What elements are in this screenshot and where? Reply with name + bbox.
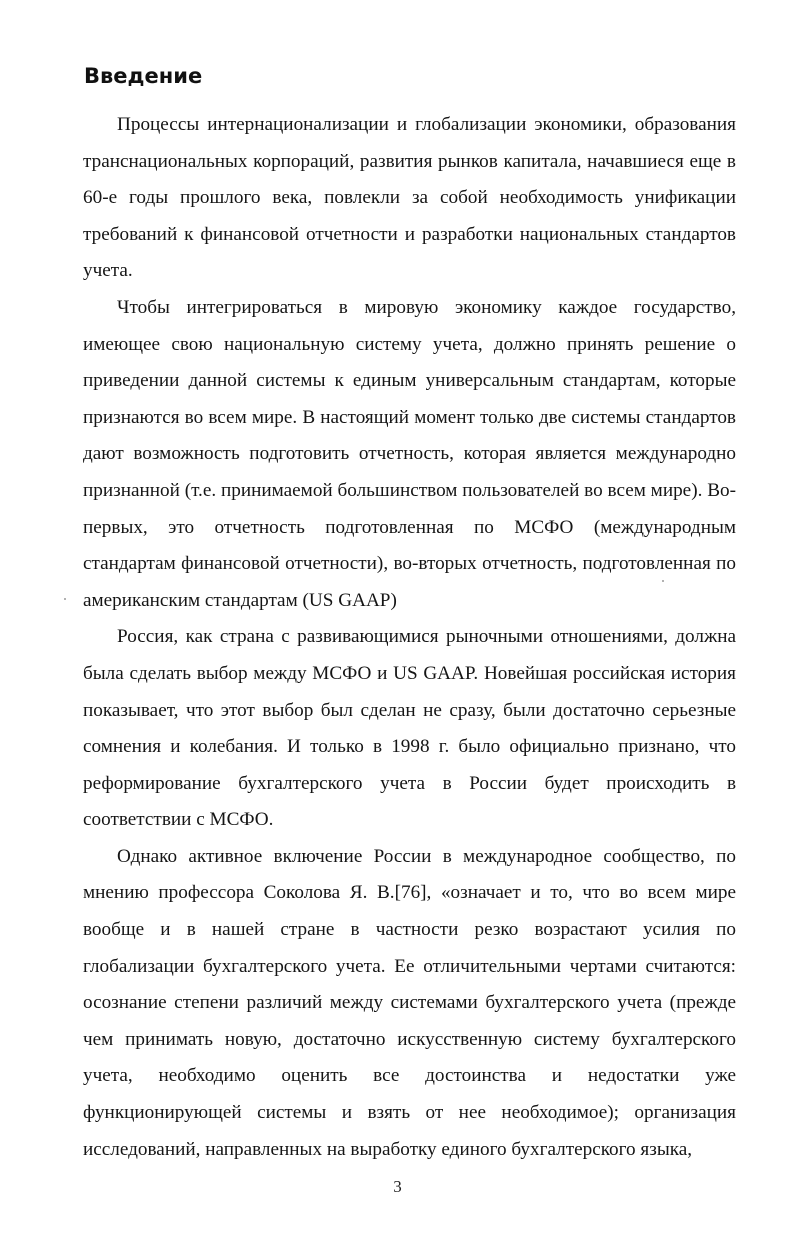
paragraph-4: Однако активное включение России в международное сообщество, по мнению профессора Соколова Я. В.[76], «означает и то, что во всем мире вообще и в нашей стране в частности резко возрастают усилия по глобализации бухгалтерского учета. Ее отличительными чертами считаются: осознание степени различий между системами бухгалтерского учета (прежде чем принимать новую, достаточно искусственную систему бухгалтерского учета, необходимо оценить все достоинства и недостатки уже функционирующей системы и взять от нее необходимое); организация исследований, направленных на выработку единого бухгалтерского языка, <box>83 845 736 1160</box>
paragraph-1: Процессы интернационализации и глобализации экономики, образования транснациональных корпораций, развития рынков капитала, начавшиеся еще в 60-е годы прошлого века, повлекли за собой необходимость унификации требований к финансовой отчетности и разработки национальных стандартов учета. <box>83 114 736 282</box>
section-heading: Введение <box>84 64 203 88</box>
paragraph-2: Чтобы интегрироваться в мировую экономику каждое государство, имеющее свою национальную систему учета, должно принять решение о приведении данной системы к единым универсальным стандартам, которые признаются во всем мире. В настоящий момент только две системы стандартов дают возможность подготовить отчетность, которая является международно признанной (т.е. принимаемой большинством пользователей во всем мире). Во-первых, это отчетность подготовленная по МСФО (международным стандартам финансовой отчетности), во-вторых отчетность, подготовленная по американским стандартам (US GAAP) <box>83 296 736 611</box>
body-text <box>83 107 736 1168</box>
scan-speck <box>64 598 66 600</box>
scan-speck <box>662 580 664 582</box>
page-number: 3 <box>393 1177 402 1196</box>
paragraph-3: Россия, как страна с развивающимися рыночными отношениями, должна была сделать выбор между МСФО и US GAAP. Новейшая российская история показывает, что этот выбор был сделан не сразу, были достаточно серьезные сомнения и колебания. И только в 1998 г. было официально признано, что реформирование бухгалтерского учета в России будет происходить в соответствии с МСФО. <box>83 626 736 831</box>
